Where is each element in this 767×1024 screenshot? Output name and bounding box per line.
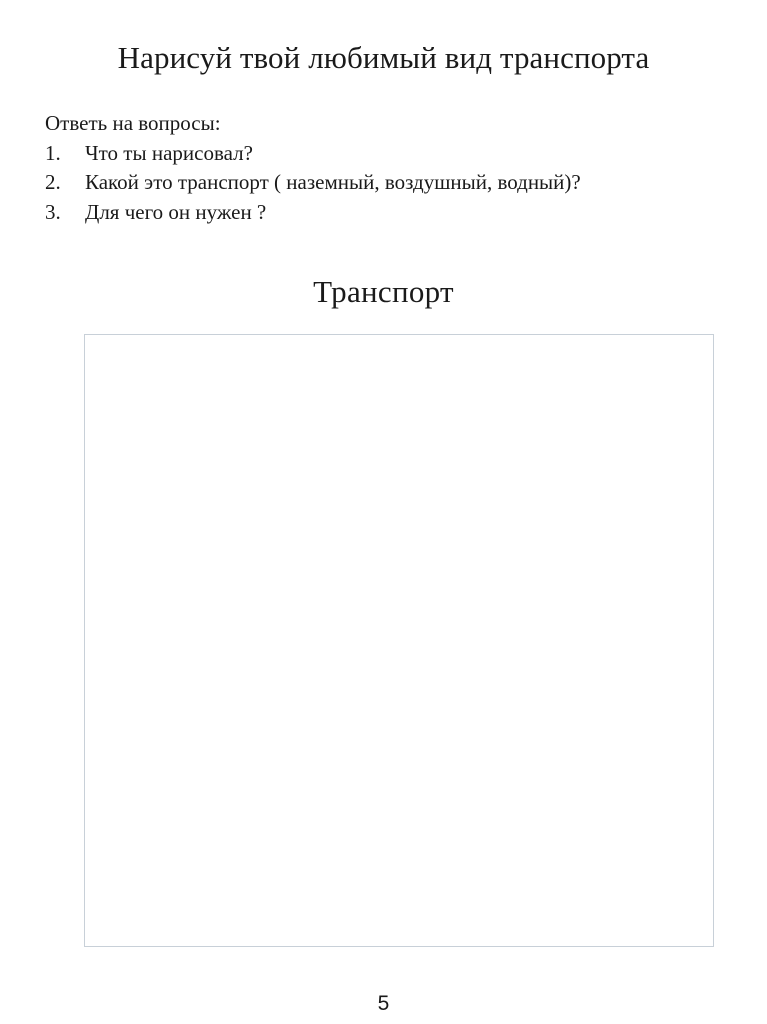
question-item [45,198,581,228]
drawing-box [84,334,714,947]
question-item [45,168,581,198]
question-item [45,139,581,169]
question-text: Какой это транспорт ( наземный, воздушный, водный)? [85,170,581,194]
question-number: 1. [45,140,61,165]
section-title: Транспорт [313,274,454,309]
question-list [45,139,581,228]
question-number: 2. [45,170,61,194]
page-number: 5 [377,992,390,1015]
page-title: Нарисуй твой любимый вид транспорта [117,40,650,75]
questions-block [45,109,581,227]
question-number: 3. [45,199,61,224]
questions-intro: Ответь на вопросы: [45,111,221,135]
question-text: Для чего он нужен ? [85,199,267,224]
question-text: Что ты нарисовал? [85,140,253,165]
